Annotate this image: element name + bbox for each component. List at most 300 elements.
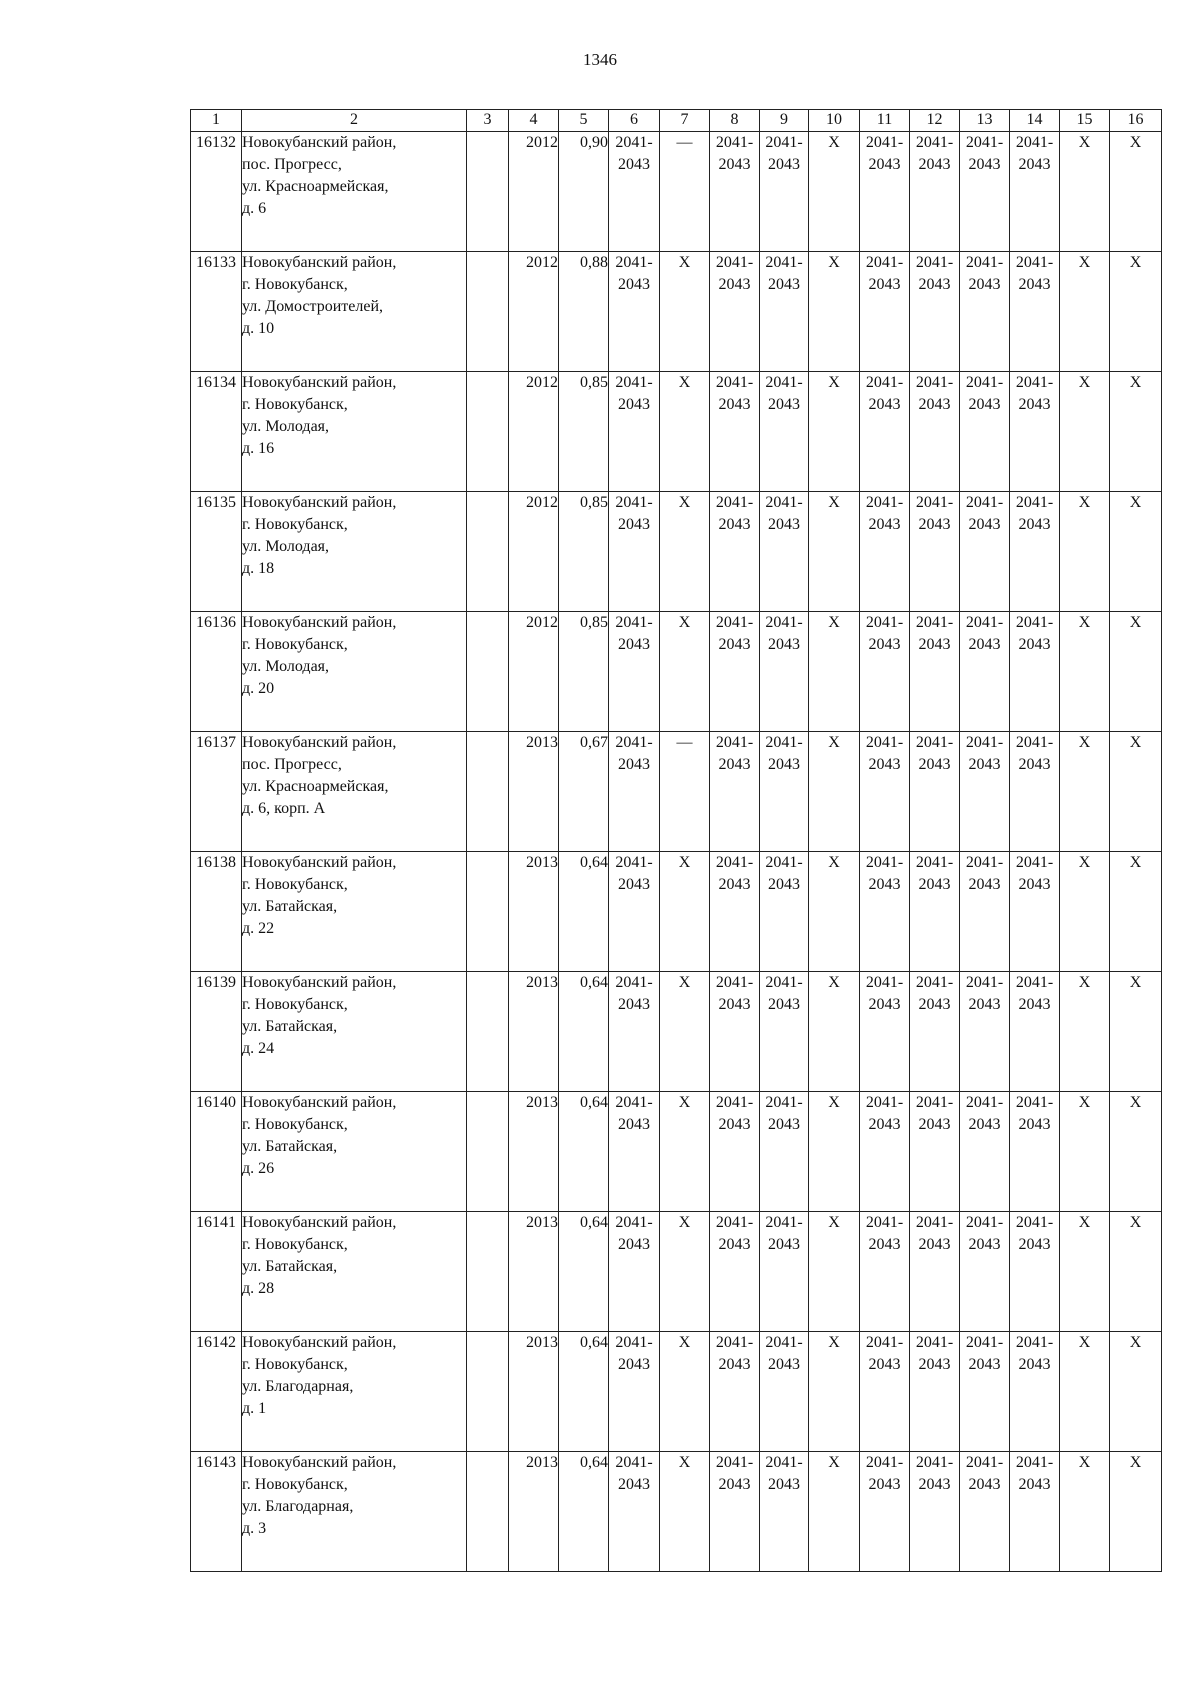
period-line: 2041- (715, 854, 754, 871)
year-cell: 2012 (509, 132, 559, 252)
period-cell-c8 (710, 612, 760, 732)
period-cell-c11 (860, 972, 910, 1092)
period-cell-c6 (609, 852, 660, 972)
period-line: 2043 (1018, 516, 1051, 533)
period-line: 2041- (715, 1334, 754, 1351)
address-line: г. Новокубанск, (242, 276, 348, 293)
period-line: 2043 (618, 1356, 650, 1373)
address-line: д. 28 (242, 1280, 275, 1297)
address-line: ул. Благодарная, (242, 1498, 354, 1515)
period-line: 2041- (915, 1454, 954, 1471)
period-cell-c9 (760, 852, 809, 972)
period-line: 2043 (918, 876, 951, 893)
period-cell-c12 (910, 972, 960, 1092)
column-3-cell (467, 1092, 509, 1212)
period-line: 2041- (615, 974, 653, 991)
address-cell (242, 732, 467, 852)
period-line: 2041- (765, 1094, 803, 1111)
period-line: 2041- (965, 1094, 1004, 1111)
period-cell-c6 (609, 1212, 660, 1332)
address-cell (242, 252, 467, 372)
address-line: Новокубанский район, (242, 1454, 397, 1471)
period-cell-c8 (710, 1212, 760, 1332)
period-line: 2043 (1018, 996, 1051, 1013)
period-cell-c8 (710, 132, 760, 252)
address-line: д. 3 (242, 1520, 267, 1537)
period-cell-c11 (860, 1212, 910, 1332)
period-line: 2041- (765, 254, 803, 271)
period-cell-c8 (710, 372, 760, 492)
period-line: 2043 (618, 1476, 650, 1493)
period-line: 2043 (768, 1476, 800, 1493)
period-line: 2043 (918, 996, 951, 1013)
period-line: 2043 (868, 996, 901, 1013)
period-line: 2043 (868, 396, 901, 413)
table-row (191, 492, 1162, 612)
address-line: г. Новокубанск, (242, 396, 348, 413)
record-number: 16136 (191, 612, 242, 732)
period-line: 2041- (915, 1334, 954, 1351)
column-header-14: 14 (1010, 110, 1060, 132)
mark-cell-c10: Х (809, 972, 860, 1092)
address-cell (242, 1092, 467, 1212)
address-line: д. 18 (242, 560, 275, 577)
period-cell-c6 (609, 1332, 660, 1452)
address-cell (242, 852, 467, 972)
period-line: 2043 (768, 396, 800, 413)
period-line: 2041- (915, 1214, 954, 1231)
address-line: пос. Прогресс, (242, 756, 342, 773)
value-cell: 0,64 (559, 1332, 609, 1452)
column-header-6: 6 (609, 110, 660, 132)
period-line: 2041- (1015, 1094, 1054, 1111)
period-line: 2041- (615, 734, 653, 751)
address-line: Новокубанский район, (242, 134, 397, 151)
address-cell (242, 372, 467, 492)
address-line: д. 6 (242, 200, 267, 217)
period-cell-c14 (1010, 972, 1060, 1092)
address-line: г. Новокубанск, (242, 636, 348, 653)
mark-cell-c16: Х (1110, 372, 1162, 492)
period-line: 2041- (865, 254, 904, 271)
period-line: 2043 (918, 756, 951, 773)
period-line: 2041- (615, 1454, 653, 1471)
mark-cell-c7: Х (660, 1452, 710, 1572)
period-cell-c9 (760, 1452, 809, 1572)
record-number: 16143 (191, 1452, 242, 1572)
period-cell-c13 (960, 852, 1010, 972)
period-line: 2041- (865, 1454, 904, 1471)
period-cell-c11 (860, 1092, 910, 1212)
period-cell-c8 (710, 252, 760, 372)
column-3-cell (467, 132, 509, 252)
period-cell-c6 (609, 612, 660, 732)
record-number: 16141 (191, 1212, 242, 1332)
period-cell-c9 (760, 492, 809, 612)
period-cell-c6 (609, 732, 660, 852)
period-cell-c6 (609, 1092, 660, 1212)
period-line: 2043 (718, 396, 751, 413)
period-cell-c13 (960, 1332, 1010, 1452)
mark-cell-c7: — (660, 732, 710, 852)
period-line: 2041- (965, 854, 1004, 871)
period-line: 2041- (965, 374, 1004, 391)
period-line: 2041- (915, 134, 954, 151)
address-line: д. 26 (242, 1160, 275, 1177)
mark-cell-c16: Х (1110, 252, 1162, 372)
period-line: 2043 (718, 1116, 751, 1133)
mark-cell-c10: Х (809, 132, 860, 252)
period-line: 2041- (715, 1454, 754, 1471)
period-cell-c8 (710, 1452, 760, 1572)
period-line: 2041- (1015, 854, 1054, 871)
address-line: г. Новокубанск, (242, 1476, 348, 1493)
period-line: 2043 (1018, 396, 1051, 413)
record-number: 16133 (191, 252, 242, 372)
period-cell-c12 (910, 852, 960, 972)
period-line: 2041- (765, 1214, 803, 1231)
period-line: 2043 (868, 1236, 901, 1253)
mark-cell-c15: Х (1060, 612, 1110, 732)
period-line: 2041- (615, 1334, 653, 1351)
period-line: 2041- (965, 1214, 1004, 1231)
year-cell: 2013 (509, 1212, 559, 1332)
period-line: 2043 (618, 996, 650, 1013)
period-line: 2041- (1015, 614, 1054, 631)
period-line: 2041- (915, 854, 954, 871)
value-cell: 0,88 (559, 252, 609, 372)
page-number: 1346 (583, 50, 617, 69)
period-line: 2041- (765, 134, 803, 151)
period-line: 2041- (965, 134, 1004, 151)
year-cell: 2013 (509, 852, 559, 972)
period-cell-c11 (860, 852, 910, 972)
period-cell-c14 (1010, 132, 1060, 252)
address-line: д. 22 (242, 920, 275, 937)
mark-cell-c16: Х (1110, 972, 1162, 1092)
table-row (191, 252, 1162, 372)
address-line: г. Новокубанск, (242, 1116, 348, 1133)
period-line: 2041- (865, 974, 904, 991)
record-number: 16139 (191, 972, 242, 1092)
period-line: 2041- (765, 1454, 803, 1471)
address-line: ул. Красноармейская, (242, 778, 389, 795)
period-line: 2041- (965, 1334, 1004, 1351)
mark-cell-c7: Х (660, 972, 710, 1092)
address-line: ул. Молодая, (242, 658, 330, 675)
mark-cell-c16: Х (1110, 132, 1162, 252)
period-line: 2041- (1015, 494, 1054, 511)
table-row (191, 1332, 1162, 1452)
period-line: 2041- (915, 254, 954, 271)
period-line: 2041- (615, 1214, 653, 1231)
value-cell: 0,85 (559, 372, 609, 492)
period-cell-c6 (609, 132, 660, 252)
table-row (191, 1092, 1162, 1212)
mark-cell-c15: Х (1060, 1452, 1110, 1572)
period-cell-c11 (860, 132, 910, 252)
period-line: 2041- (715, 1214, 754, 1231)
period-line: 2041- (715, 134, 754, 151)
period-line: 2041- (865, 734, 904, 751)
record-number: 16132 (191, 132, 242, 252)
mark-cell-c10: Х (809, 612, 860, 732)
period-line: 2043 (1018, 1236, 1051, 1253)
period-line: 2043 (618, 636, 650, 653)
period-cell-c14 (1010, 612, 1060, 732)
period-line: 2043 (768, 156, 800, 173)
record-number: 16135 (191, 492, 242, 612)
period-line: 2043 (968, 1116, 1001, 1133)
mark-cell-c10: Х (809, 852, 860, 972)
period-cell-c13 (960, 372, 1010, 492)
period-cell-c13 (960, 492, 1010, 612)
period-line: 2043 (918, 516, 951, 533)
period-line: 2043 (768, 1116, 800, 1133)
period-line: 2043 (1018, 876, 1051, 893)
period-cell-c14 (1010, 372, 1060, 492)
period-cell-c9 (760, 132, 809, 252)
value-cell: 0,85 (559, 492, 609, 612)
address-line: д. 6, корп. А (242, 800, 326, 817)
address-line: ул. Батайская, (242, 1258, 338, 1275)
period-line: 2043 (768, 756, 800, 773)
period-line: 2043 (1018, 636, 1051, 653)
mark-cell-c7: Х (660, 492, 710, 612)
period-line: 2043 (618, 876, 650, 893)
table-row (191, 372, 1162, 492)
period-line: 2043 (868, 876, 901, 893)
period-line: 2043 (918, 1356, 951, 1373)
period-cell-c11 (860, 732, 910, 852)
period-cell-c12 (910, 132, 960, 252)
address-line: г. Новокубанск, (242, 996, 348, 1013)
period-line: 2043 (768, 876, 800, 893)
address-line: Новокубанский район, (242, 1214, 397, 1231)
column-header-16: 16 (1110, 110, 1162, 132)
period-cell-c12 (910, 372, 960, 492)
column-3-cell (467, 612, 509, 732)
record-number: 16137 (191, 732, 242, 852)
column-header-8: 8 (710, 110, 760, 132)
mark-cell-c16: Х (1110, 1452, 1162, 1572)
period-cell-c8 (710, 1332, 760, 1452)
address-line: д. 20 (242, 680, 275, 697)
address-line: д. 1 (242, 1400, 267, 1417)
period-line: 2043 (918, 396, 951, 413)
period-cell-c12 (910, 492, 960, 612)
table-row (191, 732, 1162, 852)
mark-cell-c15: Х (1060, 372, 1110, 492)
mark-cell-c16: Х (1110, 732, 1162, 852)
period-line: 2041- (765, 1334, 803, 1351)
period-cell-c12 (910, 1332, 960, 1452)
mark-cell-c15: Х (1060, 492, 1110, 612)
column-3-cell (467, 372, 509, 492)
period-line: 2043 (768, 636, 800, 653)
period-line: 2043 (868, 1116, 901, 1133)
mark-cell-c7: Х (660, 1332, 710, 1452)
period-cell-c9 (760, 1212, 809, 1332)
period-line: 2043 (1018, 1476, 1051, 1493)
period-line: 2043 (968, 1476, 1001, 1493)
period-line: 2041- (915, 374, 954, 391)
period-cell-c9 (760, 1092, 809, 1212)
period-line: 2043 (918, 1116, 951, 1133)
period-line: 2041- (865, 854, 904, 871)
address-line: ул. Батайская, (242, 898, 338, 915)
period-line: 2041- (615, 1094, 653, 1111)
column-header-7: 7 (660, 110, 710, 132)
period-line: 2041- (615, 614, 653, 631)
period-line: 2043 (868, 636, 901, 653)
value-cell: 0,64 (559, 1092, 609, 1212)
period-cell-c6 (609, 972, 660, 1092)
address-line: ул. Молодая, (242, 538, 330, 555)
column-header-9: 9 (760, 110, 809, 132)
period-cell-c11 (860, 1332, 910, 1452)
address-line: ул. Батайская, (242, 1138, 338, 1155)
year-cell: 2012 (509, 372, 559, 492)
year-cell: 2013 (509, 1332, 559, 1452)
address-cell (242, 1332, 467, 1452)
period-cell-c13 (960, 612, 1010, 732)
mark-cell-c10: Х (809, 492, 860, 612)
period-cell-c11 (860, 612, 910, 732)
period-cell-c11 (860, 372, 910, 492)
period-line: 2043 (968, 756, 1001, 773)
period-line: 2043 (618, 1236, 650, 1253)
period-line: 2041- (715, 374, 754, 391)
value-cell: 0,64 (559, 852, 609, 972)
period-cell-c9 (760, 372, 809, 492)
period-cell-c14 (1010, 1332, 1060, 1452)
column-header-4: 4 (509, 110, 559, 132)
mark-cell-c10: Х (809, 732, 860, 852)
period-cell-c8 (710, 972, 760, 1092)
period-cell-c11 (860, 492, 910, 612)
period-line: 2041- (865, 374, 904, 391)
period-line: 2043 (968, 276, 1001, 293)
period-line: 2043 (618, 156, 650, 173)
period-line: 2041- (1015, 254, 1054, 271)
period-cell-c13 (960, 132, 1010, 252)
period-cell-c14 (1010, 852, 1060, 972)
mark-cell-c16: Х (1110, 1092, 1162, 1212)
period-line: 2041- (715, 1094, 754, 1111)
column-3-cell (467, 1212, 509, 1332)
address-line: д. 16 (242, 440, 275, 457)
address-line: Новокубанский район, (242, 1094, 397, 1111)
period-line: 2041- (915, 494, 954, 511)
period-cell-c12 (910, 732, 960, 852)
period-line: 2043 (718, 276, 751, 293)
mark-cell-c15: Х (1060, 852, 1110, 972)
address-line: Новокубанский район, (242, 974, 397, 991)
year-cell: 2012 (509, 492, 559, 612)
period-line: 2041- (965, 1454, 1004, 1471)
column-header-11: 11 (860, 110, 910, 132)
record-number: 16138 (191, 852, 242, 972)
period-cell-c12 (910, 612, 960, 732)
address-line: пос. Прогресс, (242, 156, 342, 173)
column-header-12: 12 (910, 110, 960, 132)
period-line: 2041- (915, 1094, 954, 1111)
table-row (191, 612, 1162, 732)
period-line: 2043 (718, 1476, 751, 1493)
table-body (191, 132, 1162, 1572)
period-cell-c6 (609, 1452, 660, 1572)
period-line: 2043 (618, 1116, 650, 1133)
record-number: 16142 (191, 1332, 242, 1452)
period-line: 2041- (865, 494, 904, 511)
period-line: 2043 (1018, 756, 1051, 773)
mark-cell-c7: Х (660, 1092, 710, 1212)
period-line: 2041- (1015, 1334, 1054, 1351)
mark-cell-c7: Х (660, 852, 710, 972)
period-line: 2041- (865, 1094, 904, 1111)
address-line: Новокубанский район, (242, 1334, 397, 1351)
address-line: г. Новокубанск, (242, 1236, 348, 1253)
mark-cell-c15: Х (1060, 1332, 1110, 1452)
value-cell: 0,64 (559, 972, 609, 1092)
address-line: г. Новокубанск, (242, 876, 348, 893)
period-line: 2041- (765, 494, 803, 511)
period-line: 2043 (618, 756, 650, 773)
column-3-cell (467, 852, 509, 972)
period-line: 2043 (918, 1236, 951, 1253)
period-line: 2043 (868, 1356, 901, 1373)
period-cell-c6 (609, 252, 660, 372)
period-line: 2041- (1015, 974, 1054, 991)
table-row (191, 1212, 1162, 1332)
period-cell-c11 (860, 1452, 910, 1572)
period-line: 2043 (1018, 276, 1051, 293)
period-line: 2041- (765, 974, 803, 991)
period-line: 2041- (715, 734, 754, 751)
address-line: ул. Домостроителей, (242, 298, 384, 315)
period-cell-c12 (910, 1092, 960, 1212)
period-cell-c8 (710, 732, 760, 852)
period-line: 2041- (915, 614, 954, 631)
period-cell-c13 (960, 252, 1010, 372)
period-cell-c14 (1010, 1452, 1060, 1572)
address-line: Новокубанский район, (242, 374, 397, 391)
period-line: 2043 (768, 1236, 800, 1253)
column-header-15: 15 (1060, 110, 1110, 132)
period-line: 2043 (968, 996, 1001, 1013)
period-cell-c9 (760, 732, 809, 852)
year-cell: 2012 (509, 612, 559, 732)
address-line: г. Новокубанск, (242, 516, 348, 533)
period-line: 2043 (868, 276, 901, 293)
address-line: ул. Красноармейская, (242, 178, 389, 195)
address-line: д. 24 (242, 1040, 275, 1057)
address-line: Новокубанский район, (242, 254, 397, 271)
housing-register-table (190, 109, 1162, 1572)
period-cell-c6 (609, 492, 660, 612)
column-3-cell (467, 1332, 509, 1452)
address-cell (242, 972, 467, 1092)
column-header-10: 10 (809, 110, 860, 132)
period-line: 2043 (718, 636, 751, 653)
mark-cell-c7: Х (660, 1212, 710, 1332)
mark-cell-c16: Х (1110, 852, 1162, 972)
mark-cell-c15: Х (1060, 252, 1110, 372)
period-line: 2043 (868, 1476, 901, 1493)
period-line: 2043 (718, 756, 751, 773)
period-line: 2043 (1018, 1356, 1051, 1373)
